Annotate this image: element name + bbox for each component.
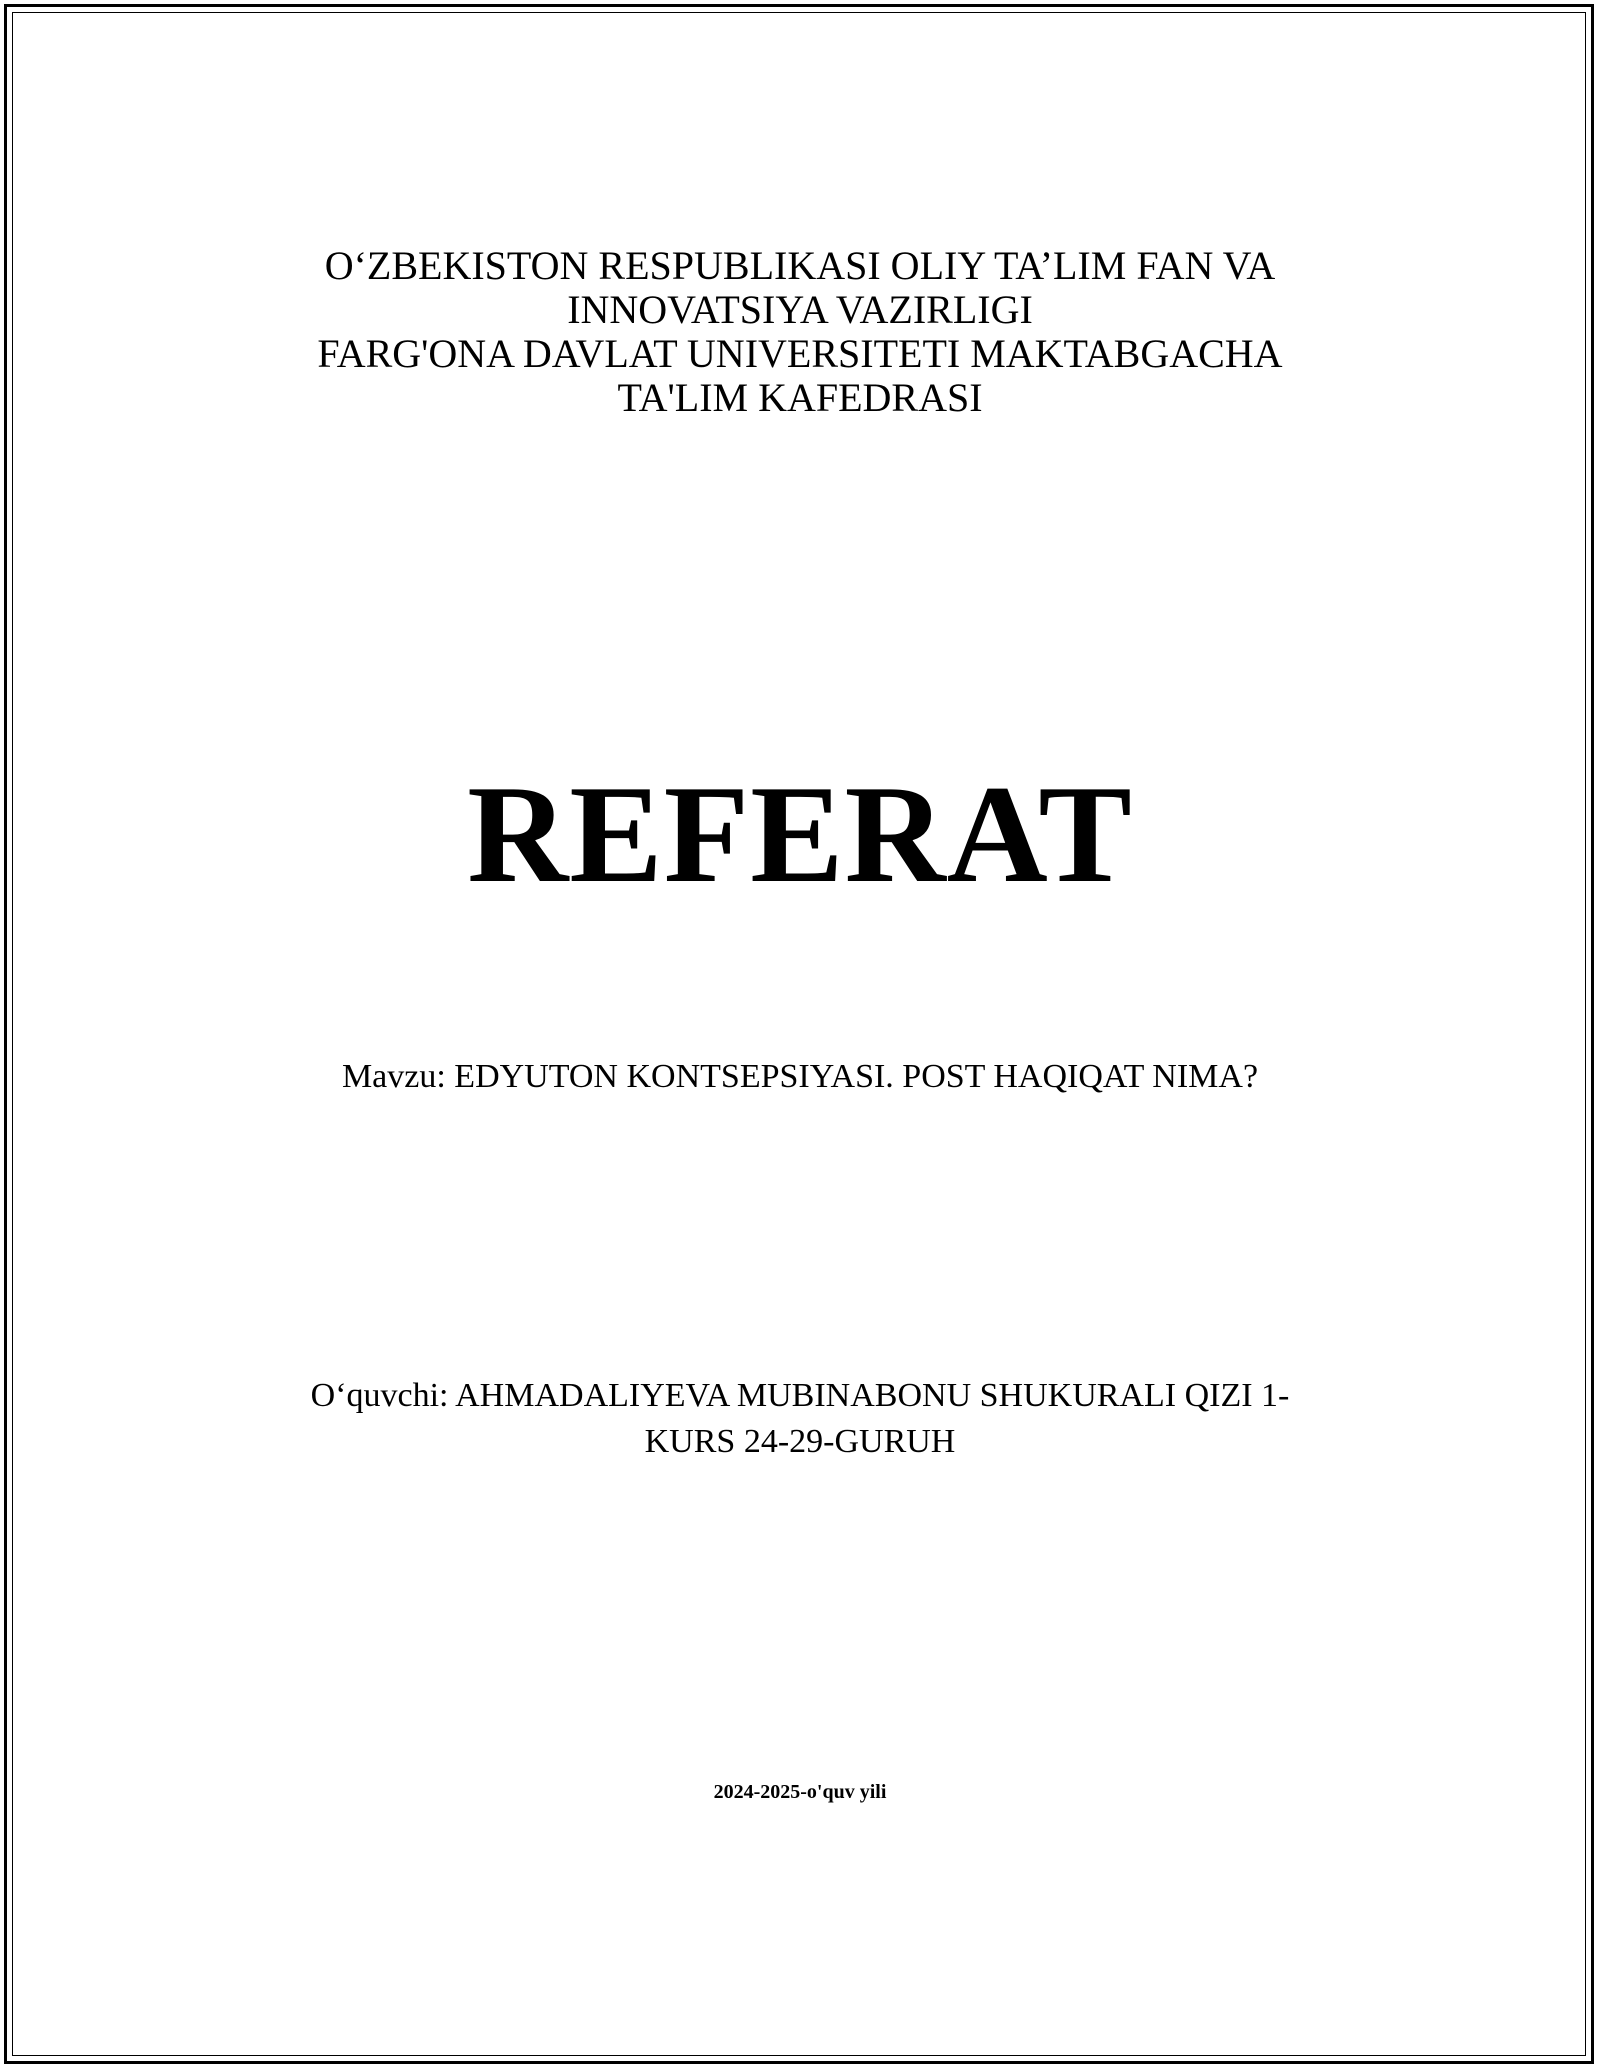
ministry-header [0, 244, 1600, 420]
academic-year: 2024-2025-o'quv yili [713, 1781, 887, 1803]
ministry-line: INNOVATSIYA VAZIRLIGI [567, 287, 1033, 332]
document-title: REFERAT [467, 757, 1133, 912]
student-line: KURS 24-29-GURUH [644, 1423, 956, 1460]
ministry-line: FARG'ONA DAVLAT UNIVERSITETI MAKTABGACHA [317, 331, 1283, 376]
ministry-line: O‘ZBEKISTON RESPUBLIKASI OLIY TA’LIM FAN VA [324, 243, 1276, 288]
ministry-line: TA'LIM KAFEDRASI [617, 375, 983, 420]
topic-line: Mavzu: EDYUTON KONTSEPSIYASI. POST HAQIQAT NIMA? [341, 1058, 1259, 1095]
student-info [0, 1373, 1600, 1465]
student-line: O‘quvchi: AHMADALIYEVA MUBINABONU SHUKURALI QIZI 1- [310, 1377, 1290, 1414]
